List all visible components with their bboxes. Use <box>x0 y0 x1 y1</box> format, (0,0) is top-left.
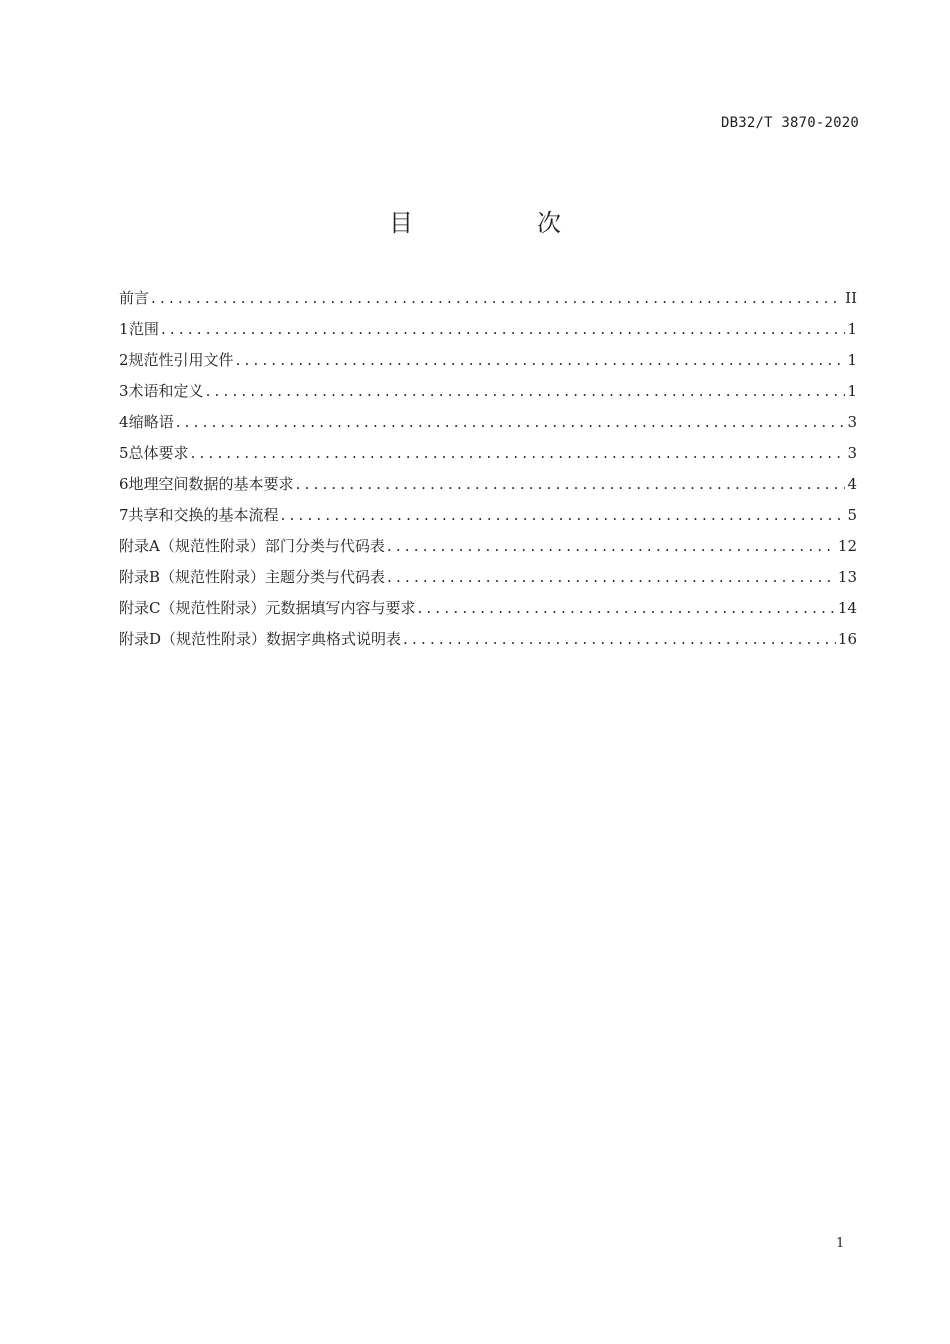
toc-entry-page: 14 <box>837 599 857 617</box>
table-of-contents <box>119 283 857 655</box>
toc-annex-prefix: 附录D（规范性附录） <box>119 630 267 648</box>
toc-entry-number: 1 <box>119 320 129 338</box>
toc-entry-number: 2 <box>119 351 129 369</box>
toc-entry-number: 7 <box>119 506 129 524</box>
toc-entry-page: 1 <box>847 382 857 400</box>
toc-entry-3[interactable] <box>119 376 857 407</box>
toc-leader-dots <box>403 624 836 655</box>
standard-code: DB32/T 3870-2020 <box>720 115 859 131</box>
toc-entry-page: 3 <box>847 444 857 462</box>
toc-entry-page: II <box>845 289 857 307</box>
toc-entry-page: 12 <box>837 537 857 555</box>
toc-entry-page: 3 <box>847 413 857 431</box>
toc-entry-foreword[interactable] <box>119 283 857 314</box>
page-title: 目 次 <box>389 209 611 237</box>
toc-entry-5[interactable] <box>119 438 857 469</box>
toc-entry-label: 部门分类与代码表 <box>264 537 385 555</box>
toc-entry-label: 术语和定义 <box>128 382 204 400</box>
toc-leader-dots <box>281 500 846 531</box>
toc-entry-page: 16 <box>837 630 857 648</box>
toc-entry-number: 5 <box>119 444 129 462</box>
toc-entry-annex-c[interactable] <box>119 593 857 624</box>
toc-entry-label: 规范性引用文件 <box>128 351 234 369</box>
toc-entry-page: 5 <box>847 506 857 524</box>
toc-entry-annex-d[interactable] <box>119 624 857 655</box>
toc-entry-number: 6 <box>119 475 129 493</box>
toc-entry-label: 范围 <box>128 320 159 338</box>
toc-entry-label: 元数据填写内容与要求 <box>265 599 416 617</box>
toc-entry-label: 数据字典格式说明表 <box>266 630 402 648</box>
toc-leader-dots <box>176 407 846 438</box>
toc-entry-page: 1 <box>847 351 857 369</box>
toc-leader-dots <box>418 593 836 624</box>
toc-annex-prefix: 附录A（规范性附录） <box>119 537 265 555</box>
toc-entry-annex-b[interactable] <box>119 562 857 593</box>
toc-leader-dots <box>296 469 846 500</box>
toc-entry-page: 13 <box>837 568 857 586</box>
toc-entry-7[interactable] <box>119 500 857 531</box>
toc-leader-dots <box>191 438 846 469</box>
toc-entry-label: 主题分类与代码表 <box>265 568 386 586</box>
toc-entry-label: 缩略语 <box>128 413 174 431</box>
toc-annex-prefix: 附录B（规范性附录） <box>119 568 266 586</box>
toc-leader-dots <box>236 345 846 376</box>
toc-entry-page: 4 <box>847 475 857 493</box>
toc-entry-number: 4 <box>119 413 129 431</box>
toc-entry-2[interactable] <box>119 345 857 376</box>
toc-entry-page: 1 <box>847 320 857 338</box>
toc-leader-dots <box>206 376 846 407</box>
page-number: 1 <box>836 1236 845 1251</box>
toc-entry-annex-a[interactable] <box>119 531 857 562</box>
toc-leader-dots <box>151 283 843 314</box>
toc-entry-label: 总体要求 <box>128 444 189 462</box>
toc-entry-4[interactable] <box>119 407 857 438</box>
toc-entry-number: 3 <box>119 382 129 400</box>
toc-entry-label: 前言 <box>119 289 150 307</box>
toc-entry-1[interactable] <box>119 314 857 345</box>
toc-entry-label: 共享和交换的基本流程 <box>128 506 279 524</box>
toc-annex-prefix: 附录C（规范性附录） <box>119 599 266 617</box>
toc-leader-dots <box>161 314 846 345</box>
toc-entry-6[interactable] <box>119 469 857 500</box>
toc-leader-dots <box>387 562 836 593</box>
toc-entry-label: 地理空间数据的基本要求 <box>128 475 294 493</box>
toc-leader-dots <box>387 531 836 562</box>
